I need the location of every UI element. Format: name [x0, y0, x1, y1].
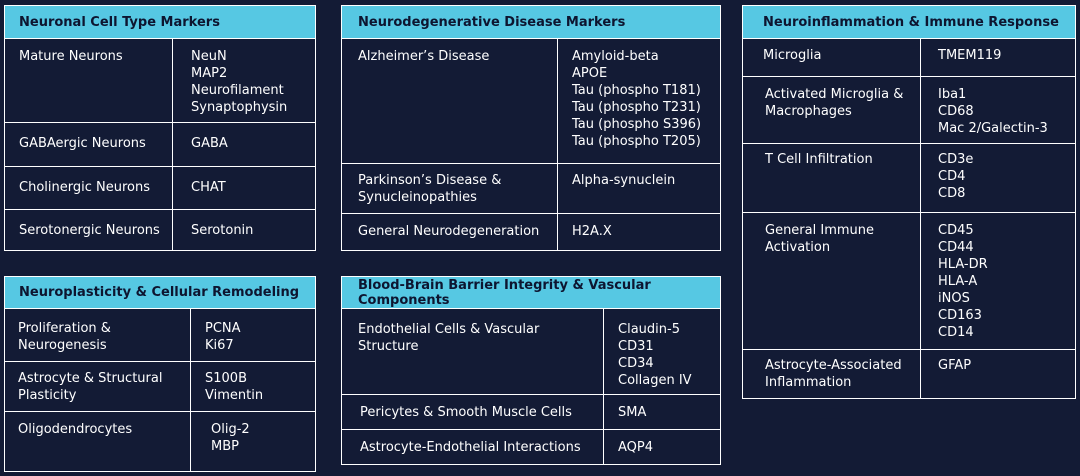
row-label-cell — [5, 412, 191, 471]
marker: Ki67 — [205, 338, 234, 353]
row-label: Oligodendrocytes — [18, 422, 133, 437]
row-label: Endothelial Cells & Vascular Structure — [358, 322, 540, 354]
marker: GABA — [191, 136, 228, 151]
row-label: Pericytes & Smooth Muscle Cells — [360, 405, 572, 420]
marker: TMEM119 — [938, 48, 1002, 63]
row-label-cell — [342, 309, 604, 394]
row-label-cell — [5, 210, 173, 250]
marker: NeuN — [191, 49, 227, 64]
marker: AQP4 — [618, 440, 654, 455]
row-label-cell — [342, 39, 558, 163]
table-row — [743, 350, 1075, 398]
marker-cell — [173, 167, 226, 209]
marker: HLA-DR — [938, 257, 988, 272]
marker-cell — [191, 412, 250, 471]
marker: Collagen IV — [618, 373, 692, 388]
marker: CD163 — [938, 308, 982, 323]
row-label: General Immune Activation — [765, 223, 875, 255]
row-label: T Cell Infiltration — [765, 152, 873, 167]
marker-cell — [604, 395, 646, 429]
row-label-cell — [743, 350, 921, 398]
table-row — [5, 123, 315, 167]
row-label: Proliferation & Neurogenesis — [18, 321, 111, 353]
marker: GFAP — [938, 358, 972, 373]
marker-cell — [173, 39, 287, 122]
row-label: General Neurodegeneration — [358, 224, 540, 239]
panel-title: Neuroplasticity & Cellular Remodeling — [19, 285, 300, 300]
marker-cell — [558, 39, 701, 163]
marker: PCNA — [205, 321, 241, 336]
row-label: GABAergic Neurons — [19, 136, 146, 151]
row-label-cell — [342, 395, 604, 429]
row-label: Serotonergic Neurons — [19, 223, 160, 238]
panel-header — [342, 6, 720, 39]
marker: MBP — [211, 439, 239, 454]
table-row — [342, 309, 720, 395]
marker: CD4 — [938, 169, 966, 184]
panel-title: Neuroinflammation & Immune Response — [763, 14, 1059, 30]
panel-neuroplasticity-markers — [4, 276, 316, 472]
marker: Claudin-5 — [618, 322, 680, 337]
marker-cell — [604, 430, 653, 464]
table-row — [5, 362, 315, 412]
row-label-cell — [5, 39, 173, 122]
panel-header — [342, 277, 720, 309]
row-label: Cholinergic Neurons — [19, 180, 150, 195]
marker: HLA-A — [938, 274, 978, 289]
marker-cell — [604, 309, 692, 394]
row-label-cell — [5, 123, 173, 166]
marker: CHAT — [191, 180, 226, 195]
table-row — [342, 39, 720, 164]
row-label-cell — [743, 39, 921, 76]
row-label-cell — [743, 144, 921, 212]
table-row — [342, 214, 720, 250]
panel-bbb-markers — [341, 276, 721, 465]
marker-cell — [191, 362, 263, 411]
marker: S100B — [205, 371, 247, 386]
row-label-cell — [743, 77, 921, 143]
marker: CD31 — [618, 339, 654, 354]
row-label-cell — [5, 309, 191, 361]
table-row — [743, 144, 1075, 213]
panel-header — [743, 6, 1075, 39]
marker: Neurofilament — [191, 83, 284, 98]
row-label-cell — [743, 213, 921, 349]
row-label: Alzheimer’s Disease — [358, 49, 490, 64]
marker: CD34 — [618, 356, 654, 371]
marker: iNOS — [938, 291, 970, 306]
table-row — [5, 210, 315, 250]
panel-title: Neuronal Cell Type Markers — [19, 14, 220, 30]
row-label: Parkinson’s Disease & Synucleinopathies — [358, 173, 502, 205]
marker-cell — [921, 213, 988, 349]
marker: Tau (phospho S396) — [572, 117, 702, 132]
marker: CD45 — [938, 223, 974, 238]
marker-cell — [173, 210, 253, 250]
table-row — [5, 167, 315, 210]
row-label-cell — [342, 430, 604, 464]
panel-header — [5, 277, 315, 309]
marker: Iba1 — [938, 87, 967, 102]
table-row — [5, 412, 315, 471]
marker: Synaptophysin — [191, 100, 288, 115]
marker: CD14 — [938, 325, 974, 340]
marker-cell — [173, 123, 228, 166]
marker-cell — [921, 350, 971, 398]
panel-neuronal-markers — [4, 5, 316, 251]
row-label-cell — [342, 214, 558, 250]
marker: CD3e — [938, 152, 974, 167]
row-label: Activated Microglia & Macrophages — [765, 87, 904, 119]
row-label: Microglia — [763, 48, 822, 63]
marker-cell — [921, 144, 973, 212]
table-row — [342, 164, 720, 214]
table-row — [743, 77, 1075, 144]
table-row — [5, 309, 315, 362]
marker: Alpha-synuclein — [572, 173, 676, 188]
marker-cell — [921, 77, 1048, 143]
row-label: Mature Neurons — [19, 49, 123, 64]
marker: APOE — [572, 66, 608, 81]
table-row — [342, 430, 720, 464]
row-label-cell — [5, 362, 191, 411]
marker: CD44 — [938, 240, 974, 255]
row-label: Astrocyte-Associated Inflammation — [765, 358, 902, 390]
marker-cell — [921, 39, 1001, 76]
marker: MAP2 — [191, 66, 228, 81]
table-row — [342, 395, 720, 430]
table-row — [743, 39, 1075, 77]
marker: Serotonin — [191, 223, 254, 238]
row-label: Astrocyte-Endothelial Interactions — [360, 440, 581, 455]
marker: Olig-2 — [211, 422, 250, 437]
panel-title: Blood-Brain Barrier Integrity & Vascular Components — [358, 277, 651, 308]
marker: Vimentin — [205, 388, 264, 403]
panel-header — [5, 6, 315, 39]
marker: Amyloid-beta — [572, 49, 659, 64]
marker: Tau (phospho T181) — [572, 83, 701, 98]
marker: SMA — [618, 405, 647, 420]
row-label: Astrocyte & Structural Plasticity — [18, 371, 163, 403]
panel-neurodegenerative-markers — [341, 5, 721, 251]
marker: Tau (phospho T205) — [572, 134, 701, 149]
marker: CD8 — [938, 186, 966, 201]
row-label-cell — [5, 167, 173, 209]
table-row — [743, 213, 1075, 350]
marker: Tau (phospho T231) — [572, 100, 701, 115]
row-label-cell — [342, 164, 558, 213]
marker-cell — [191, 309, 241, 361]
marker: H2A.X — [572, 224, 612, 239]
marker: CD68 — [938, 104, 974, 119]
marker: Mac 2/Galectin-3 — [938, 121, 1048, 136]
marker-cell — [558, 164, 675, 213]
table-row — [5, 39, 315, 123]
panel-title: Neurodegenerative Disease Markers — [358, 14, 626, 30]
marker-cell — [558, 214, 612, 250]
panel-neuroinflammation-markers — [742, 5, 1076, 399]
